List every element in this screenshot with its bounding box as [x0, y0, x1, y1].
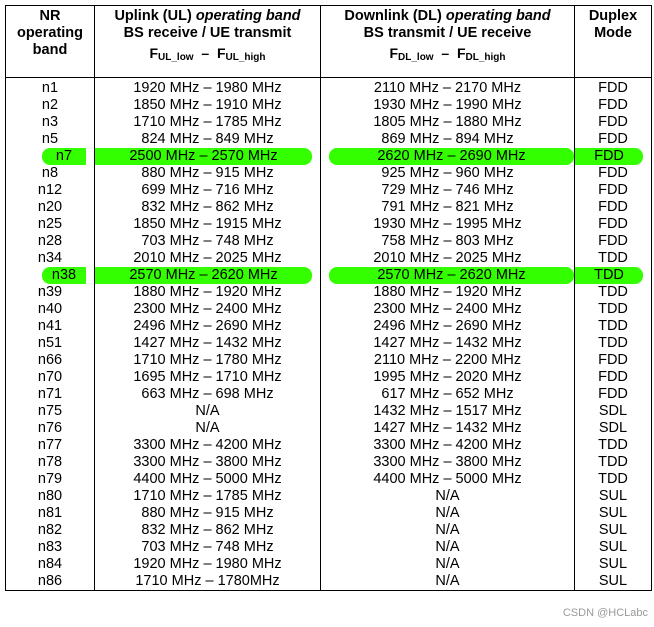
table-row-n51: [6, 335, 652, 352]
cell-dl-text: 925 MHz – 960 MHz: [381, 165, 514, 181]
cell-ul: [95, 131, 321, 148]
table-row-n71: [6, 386, 652, 403]
cell-duplex: [575, 420, 652, 437]
cell-duplex-text: SUL: [598, 488, 628, 504]
cell-band: [6, 267, 95, 284]
cell-dl: [321, 420, 575, 437]
cell-duplex: [575, 522, 652, 539]
cell-dl-text: N/A: [435, 488, 460, 504]
highlighted-duplex-text: FDD: [575, 148, 643, 165]
cell-band-text: n28: [37, 233, 63, 249]
cell-ul-text: 3300 MHz – 4200 MHz: [133, 437, 282, 453]
cell-dl: [321, 114, 575, 131]
cell-duplex: [575, 182, 652, 199]
cell-band: [6, 522, 95, 539]
cell-band: [6, 539, 95, 556]
table-body: [6, 78, 652, 591]
cell-ul: [95, 539, 321, 556]
cell-ul-text: 824 MHz – 849 MHz: [141, 131, 274, 147]
cell-band: [6, 471, 95, 488]
cell-band: [6, 420, 95, 437]
cell-ul: [95, 420, 321, 437]
cell-dl: [321, 454, 575, 471]
cell-duplex-text: FDD: [598, 97, 628, 113]
cell-dl: [321, 437, 575, 454]
header-downlink: [321, 6, 575, 78]
table-row-n80: [6, 488, 652, 505]
cell-band: [6, 556, 95, 573]
cell-ul-text: 1710 MHz – 1780MHz: [135, 573, 280, 589]
cell-dl: [321, 97, 575, 114]
cell-ul: [95, 437, 321, 454]
cell-band-text: n76: [37, 420, 63, 436]
cell-dl-text: 791 MHz – 821 MHz: [381, 199, 514, 215]
cell-ul: [95, 301, 321, 318]
cell-ul-text: 832 MHz – 862 MHz: [141, 522, 274, 538]
cell-ul: [95, 556, 321, 573]
cell-dl-text: 4400 MHz – 5000 MHz: [373, 471, 522, 487]
cell-ul-text: 832 MHz – 862 MHz: [141, 199, 274, 215]
cell-band-text: n82: [37, 522, 63, 538]
cell-dl: [321, 301, 575, 318]
table-row-n20: [6, 199, 652, 216]
cell-band-text: n2: [41, 97, 59, 113]
cell-ul: [95, 471, 321, 488]
table-row-n83: [6, 539, 652, 556]
cell-dl: [321, 352, 575, 369]
header-band-line1: NR: [39, 8, 61, 24]
cell-dl: [321, 216, 575, 233]
cell-band-text: n80: [37, 488, 63, 504]
cell-dl-text: 758 MHz – 803 MHz: [381, 233, 514, 249]
table-row-n70: [6, 369, 652, 386]
cell-duplex: [575, 165, 652, 182]
cell-band-text: n39: [37, 284, 63, 300]
cell-ul-text: 1850 MHz – 1910 MHz: [133, 97, 282, 113]
cell-ul: [95, 369, 321, 386]
cell-duplex-text: SUL: [598, 505, 628, 521]
cell-band-text: n41: [37, 318, 63, 334]
cell-band: [6, 284, 95, 301]
cell-band: [6, 80, 95, 97]
cell-dl-text: 1995 MHz – 2020 MHz: [373, 369, 522, 385]
cell-band-text: n20: [37, 199, 63, 215]
cell-band-text: n12: [37, 182, 63, 198]
cell-dl-text: N/A: [435, 556, 460, 572]
cell-duplex-text: TDD: [598, 335, 628, 351]
cell-ul: [95, 199, 321, 216]
cell-ul-text: 1710 MHz – 1780 MHz: [133, 352, 282, 368]
cell-ul: [95, 148, 321, 165]
cell-band-text: n34: [37, 250, 63, 266]
table-row-n77: [6, 437, 652, 454]
cell-duplex-text: SDL: [598, 403, 628, 419]
cell-band: [6, 318, 95, 335]
cell-duplex: [575, 539, 652, 556]
cell-band-text: n40: [37, 301, 63, 317]
cell-duplex: [575, 335, 652, 352]
cell-duplex-text: TDD: [598, 318, 628, 334]
cell-band-text: n78: [37, 454, 63, 470]
cell-band-text: n8: [41, 165, 59, 181]
cell-dl-text: 2110 MHz – 2200 MHz: [373, 352, 522, 368]
table-row-n79: [6, 471, 652, 488]
cell-ul-text: 1710 MHz – 1785 MHz: [133, 488, 282, 504]
highlighted-duplex-text: TDD: [575, 267, 643, 284]
cell-band: [6, 369, 95, 386]
cell-band: [6, 114, 95, 131]
cell-band-text: n66: [37, 352, 63, 368]
table-row-n84: [6, 556, 652, 573]
cell-band-text: n70: [37, 369, 63, 385]
cell-dl-text: N/A: [435, 522, 460, 538]
cell-dl: [321, 556, 575, 573]
cell-band: [6, 165, 95, 182]
cell-dl: [321, 318, 575, 335]
cell-duplex: [575, 454, 652, 471]
cell-ul: [95, 284, 321, 301]
cell-band: [6, 505, 95, 522]
cell-dl-text: 729 MHz – 746 MHz: [381, 182, 514, 198]
cell-band: [6, 182, 95, 199]
cell-band: [6, 233, 95, 250]
cell-band: [6, 335, 95, 352]
table-row-n2: [6, 97, 652, 114]
header-nr-operating-band: [6, 6, 95, 78]
table-row-n76: [6, 420, 652, 437]
header-band-line3: band: [32, 42, 68, 58]
cell-dl-text: 869 MHz – 894 MHz: [381, 131, 514, 147]
cell-ul-text: 3300 MHz – 3800 MHz: [133, 454, 282, 470]
cell-ul-text: 1850 MHz – 1915 MHz: [133, 216, 282, 232]
cell-dl-text: 2300 MHz – 2400 MHz: [373, 301, 522, 317]
table-row-n39: [6, 284, 652, 301]
cell-ul-text: 1920 MHz – 1980 MHz: [133, 556, 282, 572]
cell-dl-text: 1930 MHz – 1990 MHz: [373, 97, 522, 113]
cell-dl-text: 3300 MHz – 4200 MHz: [373, 437, 522, 453]
nr-operating-bands-table: [5, 5, 652, 591]
cell-ul: [95, 352, 321, 369]
cell-duplex: [575, 233, 652, 250]
cell-ul: [95, 522, 321, 539]
header-ul-subtitle: BS receive / UE transmit: [123, 25, 292, 41]
cell-ul: [95, 267, 321, 284]
highlighted-dl-text: 2620 MHz – 2690 MHz: [329, 148, 574, 165]
cell-duplex-text: FDD: [598, 80, 628, 96]
table-row-n28: [6, 233, 652, 250]
highlighted-band-text: n38: [42, 267, 86, 284]
cell-duplex-text: SUL: [598, 573, 628, 589]
cell-ul: [95, 233, 321, 250]
cell-band-text: n71: [37, 386, 63, 402]
cell-duplex: [575, 505, 652, 522]
cell-dl-text: 2010 MHz – 2025 MHz: [373, 250, 522, 266]
watermark: CSDN @HCLabc: [562, 607, 648, 619]
cell-band-text: n5: [41, 131, 59, 147]
cell-band-text: n79: [37, 471, 63, 487]
highlighted-band-text: n7: [42, 148, 86, 165]
cell-band-text: n84: [37, 556, 63, 572]
cell-ul-text: 663 MHz – 698 MHz: [141, 386, 274, 402]
cell-ul: [95, 165, 321, 182]
cell-ul: [95, 182, 321, 199]
cell-ul: [95, 216, 321, 233]
header-uplink: [95, 6, 321, 78]
table-row-n81: [6, 505, 652, 522]
cell-duplex: [575, 488, 652, 505]
header-dl-subtitle: BS transmit / UE receive: [363, 25, 532, 41]
cell-dl-text: 617 MHz – 652 MHz: [381, 386, 514, 402]
cell-duplex-text: FDD: [598, 114, 628, 130]
cell-dl: [321, 182, 575, 199]
cell-dl: [321, 539, 575, 556]
cell-duplex-text: TDD: [598, 454, 628, 470]
header-ul-title-italic: operating band: [195, 8, 301, 24]
cell-ul-text: 703 MHz – 748 MHz: [141, 233, 274, 249]
cell-ul-text: 880 MHz – 915 MHz: [141, 165, 274, 181]
cell-dl: [321, 131, 575, 148]
cell-dl: [321, 505, 575, 522]
cell-band: [6, 131, 95, 148]
cell-dl-text: 1427 MHz – 1432 MHz: [373, 420, 522, 436]
cell-duplex-text: TDD: [598, 250, 628, 266]
cell-dl-text: N/A: [435, 539, 460, 555]
cell-duplex: [575, 471, 652, 488]
cell-duplex: [575, 301, 652, 318]
cell-duplex-text: FDD: [598, 233, 628, 249]
cell-dl: [321, 80, 575, 97]
cell-ul: [95, 318, 321, 335]
cell-duplex-text: FDD: [598, 165, 628, 181]
cell-band-text: n81: [37, 505, 63, 521]
cell-ul-text: 699 MHz – 716 MHz: [141, 182, 274, 198]
cell-duplex-text: TDD: [598, 437, 628, 453]
cell-duplex: [575, 148, 652, 165]
cell-duplex: [575, 199, 652, 216]
cell-duplex-text: FDD: [598, 182, 628, 198]
cell-duplex: [575, 131, 652, 148]
table-row-n1: [6, 80, 652, 97]
highlighted-ul-text: 2570 MHz – 2620 MHz: [95, 267, 312, 284]
table-row-n78: [6, 454, 652, 471]
cell-dl: [321, 267, 575, 284]
cell-band-text: n51: [37, 335, 63, 351]
cell-ul: [95, 386, 321, 403]
table-row-n3: [6, 114, 652, 131]
cell-ul-text: 2496 MHz – 2690 MHz: [133, 318, 282, 334]
cell-band-text: n3: [41, 114, 59, 130]
cell-dl: [321, 250, 575, 267]
cell-dl-text: 2496 MHz – 2690 MHz: [373, 318, 522, 334]
header-dl-frequency-range: $F_{DL\_low} - F_{DL\_high}$: [389, 45, 506, 63]
header-duplex-line1: Duplex: [588, 8, 638, 24]
cell-dl-text: 1880 MHz – 1920 MHz: [373, 284, 522, 300]
header-ul-frequency-range: $F_{UL\_low} - F_{UL\_high}$: [149, 45, 266, 63]
table-row-n34: [6, 250, 652, 267]
cell-dl: [321, 488, 575, 505]
cell-ul: [95, 505, 321, 522]
cell-duplex: [575, 80, 652, 97]
cell-dl: [321, 471, 575, 488]
cell-duplex-text: FDD: [598, 386, 628, 402]
cell-band-text: n1: [41, 80, 59, 96]
cell-band-text: n77: [37, 437, 63, 453]
table-row-n12: [6, 182, 652, 199]
cell-duplex: [575, 250, 652, 267]
cell-duplex: [575, 318, 652, 335]
cell-ul: [95, 114, 321, 131]
cell-dl: [321, 573, 575, 591]
cell-dl: [321, 284, 575, 301]
cell-duplex-text: TDD: [598, 301, 628, 317]
cell-duplex-text: SUL: [598, 522, 628, 538]
cell-duplex-text: FDD: [598, 199, 628, 215]
cell-duplex: [575, 114, 652, 131]
cell-dl: [321, 148, 575, 165]
cell-duplex: [575, 556, 652, 573]
table-row-n38: [6, 267, 652, 284]
header-ul-title: Uplink (UL): [114, 8, 196, 24]
table-row-n5: [6, 131, 652, 148]
cell-ul: [95, 573, 321, 591]
cell-ul: [95, 403, 321, 420]
cell-ul: [95, 97, 321, 114]
cell-duplex: [575, 97, 652, 114]
cell-ul: [95, 80, 321, 97]
cell-band: [6, 250, 95, 267]
cell-duplex: [575, 369, 652, 386]
cell-band-text: n86: [37, 573, 63, 589]
table-row-n7: [6, 148, 652, 165]
cell-duplex-text: FDD: [598, 352, 628, 368]
table-row-n75: [6, 403, 652, 420]
cell-band: [6, 199, 95, 216]
table-row-n25: [6, 216, 652, 233]
cell-ul-text: 1710 MHz – 1785 MHz: [133, 114, 282, 130]
cell-duplex-text: FDD: [598, 369, 628, 385]
cell-duplex-text: FDD: [598, 216, 628, 232]
cell-duplex-text: TDD: [598, 284, 628, 300]
cell-dl: [321, 403, 575, 420]
cell-band: [6, 352, 95, 369]
cell-band: [6, 216, 95, 233]
cell-band: [6, 437, 95, 454]
cell-ul-text: 4400 MHz – 5000 MHz: [133, 471, 282, 487]
cell-ul-text: 1880 MHz – 1920 MHz: [133, 284, 282, 300]
cell-ul: [95, 454, 321, 471]
header-duplex-line2: Mode: [594, 25, 632, 41]
header-duplex-mode: [575, 6, 652, 78]
cell-dl: [321, 335, 575, 352]
cell-band-text: n25: [37, 216, 63, 232]
cell-duplex: [575, 352, 652, 369]
highlighted-dl-text: 2570 MHz – 2620 MHz: [329, 267, 574, 284]
cell-ul-text: 2300 MHz – 2400 MHz: [133, 301, 282, 317]
table-row-n66: [6, 352, 652, 369]
cell-duplex: [575, 386, 652, 403]
cell-dl-text: 3300 MHz – 3800 MHz: [373, 454, 522, 470]
table-row-n82: [6, 522, 652, 539]
cell-dl-text: 1930 MHz – 1995 MHz: [373, 216, 522, 232]
cell-dl: [321, 199, 575, 216]
cell-duplex: [575, 216, 652, 233]
cell-dl: [321, 386, 575, 403]
cell-ul-text: N/A: [195, 403, 220, 419]
cell-duplex-text: SUL: [598, 539, 628, 555]
cell-band: [6, 488, 95, 505]
cell-band: [6, 97, 95, 114]
header-dl-title: Downlink (DL): [344, 8, 446, 24]
table-row-n8: [6, 165, 652, 182]
cell-dl: [321, 233, 575, 250]
cell-ul: [95, 488, 321, 505]
cell-band: [6, 386, 95, 403]
cell-band-text: n83: [37, 539, 63, 555]
table-row-n41: [6, 318, 652, 335]
cell-duplex: [575, 573, 652, 591]
cell-band-text: n75: [37, 403, 63, 419]
table-row-n40: [6, 301, 652, 318]
cell-dl-text: N/A: [435, 573, 460, 589]
cell-duplex: [575, 267, 652, 284]
cell-band: [6, 573, 95, 591]
cell-ul: [95, 335, 321, 352]
cell-duplex-text: SDL: [598, 420, 628, 436]
cell-band: [6, 454, 95, 471]
cell-duplex-text: FDD: [598, 131, 628, 147]
cell-ul-text: 1695 MHz – 1710 MHz: [133, 369, 282, 385]
table-header-row: [6, 6, 652, 78]
cell-dl: [321, 522, 575, 539]
cell-duplex: [575, 284, 652, 301]
cell-duplex-text: SUL: [598, 556, 628, 572]
header-band-line2: operating: [16, 25, 84, 41]
cell-dl: [321, 165, 575, 182]
cell-duplex: [575, 403, 652, 420]
cell-dl-text: 1805 MHz – 1880 MHz: [373, 114, 522, 130]
highlighted-ul-text: 2500 MHz – 2570 MHz: [95, 148, 312, 165]
table-row-n86: [6, 573, 652, 591]
cell-dl-text: 1432 MHz – 1517 MHz: [373, 403, 522, 419]
cell-band: [6, 148, 95, 165]
cell-band: [6, 403, 95, 420]
cell-dl-text: 1427 MHz – 1432 MHz: [373, 335, 522, 351]
cell-dl: [321, 369, 575, 386]
cell-ul-text: 2010 MHz – 2025 MHz: [133, 250, 282, 266]
cell-duplex-text: TDD: [598, 471, 628, 487]
cell-band: [6, 301, 95, 318]
cell-duplex: [575, 437, 652, 454]
cell-ul-text: 1427 MHz – 1432 MHz: [133, 335, 282, 351]
cell-dl-text: N/A: [435, 505, 460, 521]
header-dl-title-italic: operating band: [445, 8, 551, 24]
cell-ul-text: 1920 MHz – 1980 MHz: [133, 80, 282, 96]
cell-ul-text: 880 MHz – 915 MHz: [141, 505, 274, 521]
cell-dl-text: 2110 MHz – 2170 MHz: [373, 80, 522, 96]
cell-ul-text: 703 MHz – 748 MHz: [141, 539, 274, 555]
cell-ul: [95, 250, 321, 267]
cell-ul-text: N/A: [195, 420, 220, 436]
